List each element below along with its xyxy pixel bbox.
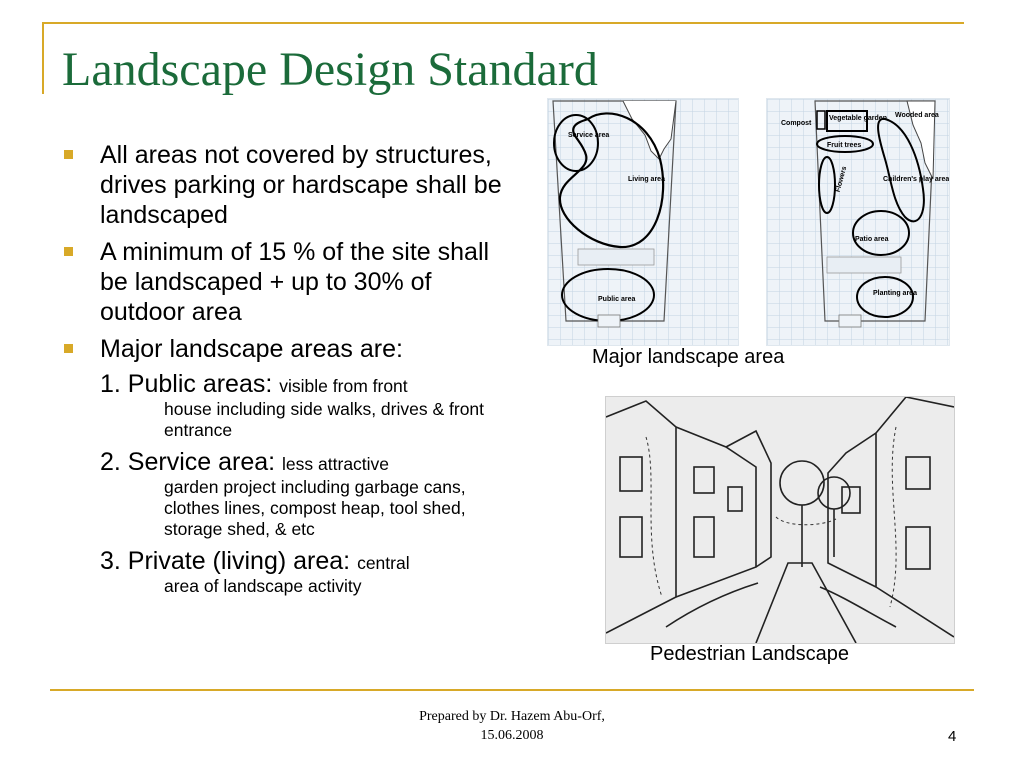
bullet-text: Major landscape areas are: (100, 335, 403, 363)
square-bullet-icon (64, 150, 73, 159)
area-heading: 3. Private (living) area: (100, 547, 351, 575)
bullet-item (62, 237, 502, 327)
plan-label-living: Living area (628, 176, 665, 183)
plan-label-vegetable: Vegetable garden (829, 115, 887, 122)
page-number: 4 (948, 728, 957, 745)
title-frame-left-rule (42, 22, 44, 94)
caption-pedestrian-landscape: Pedestrian Landscape (650, 643, 850, 665)
caption-major-landscape: Major landscape area (592, 346, 785, 368)
site-plan-right (766, 98, 950, 346)
site-plan-left (547, 98, 739, 346)
bullet-list (62, 140, 502, 605)
plan-label-wooded: Wooded area (895, 112, 939, 119)
square-bullet-icon (64, 247, 73, 256)
area-heading: 1. Public areas: (100, 370, 273, 398)
area-detail: central (357, 553, 410, 573)
area-detail: visible from front (279, 376, 408, 396)
bullet-item (62, 140, 502, 230)
title-frame-top-rule (42, 22, 964, 24)
plan-label-service: Service area (568, 132, 610, 139)
plan-label-compost: Compost (781, 120, 812, 127)
footer-credit (380, 707, 644, 745)
plan-label-planting: Planting area (873, 290, 917, 297)
bullet-text: A minimum of 15 % of the site shall be landscaped + up to 30% of outdoor area (100, 238, 490, 326)
area-heading: 2. Service area: (100, 448, 276, 476)
plan-label-public: Public area (598, 296, 636, 303)
bullet-item (62, 334, 502, 364)
pedestrian-sketch-image (605, 396, 955, 644)
plan-label-flowers: Flowers (834, 165, 849, 194)
square-bullet-icon (64, 344, 73, 353)
bullet-text: All areas not covered by structures, drives parking or hardscape shall be landscaped (100, 141, 502, 229)
slide-title: Landscape Design Standard (62, 43, 598, 96)
plan-label-fruit: Fruit trees (827, 142, 862, 149)
plan-label-children: Children's play area (883, 176, 949, 183)
area-item-public (100, 371, 502, 441)
area-detail-continued: house including side walks, drives & front entrance (164, 399, 485, 440)
area-item-service (100, 449, 502, 540)
area-detail: less attractive (282, 454, 390, 474)
footer-author: Prepared by Dr. Hazem Abu-Orf, (419, 709, 605, 724)
area-item-private (100, 548, 502, 597)
area-detail-continued: area of landscape activity (164, 576, 362, 596)
area-detail-continued: garden project including garbage cans, clothes lines, compost heap, tool shed, storage shed, & etc (164, 477, 466, 539)
plan-label-patio: Patio area (855, 236, 889, 243)
footer-rule (50, 689, 974, 691)
footer-date: 15.06.2008 (480, 728, 544, 743)
